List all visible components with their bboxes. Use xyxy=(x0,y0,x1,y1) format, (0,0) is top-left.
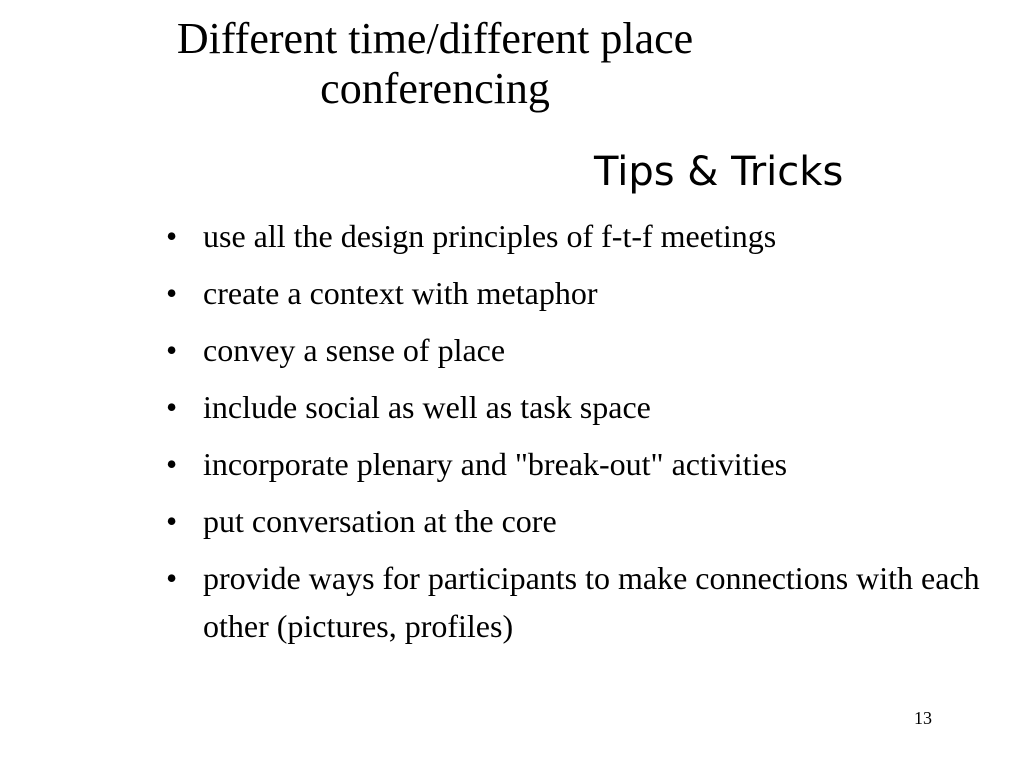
slide-title xyxy=(110,14,760,114)
bullet-dot-icon: • xyxy=(166,560,178,596)
bullet-dot-icon: • xyxy=(166,218,178,254)
bullet-dot-icon: • xyxy=(166,389,178,425)
bullet-item xyxy=(164,326,1014,374)
bullet-dot-icon: • xyxy=(166,275,178,311)
bullet-text: provide ways for participants to make connections with each other (pictures, profiles) xyxy=(203,560,980,644)
slide-subtitle: Tips & Tricks xyxy=(594,149,844,195)
bullet-item xyxy=(164,497,1014,545)
bullet-item xyxy=(164,383,1014,431)
bullet-text: use all the design principles of f-t-f meetings xyxy=(203,218,777,254)
bullet-item xyxy=(164,269,1014,317)
bullet-dot-icon: • xyxy=(166,446,178,482)
bullet-item xyxy=(164,212,1014,260)
bullet-text: create a context with metaphor xyxy=(203,275,598,311)
bullet-list xyxy=(164,212,1014,659)
bullet-text: incorporate plenary and "break-out" activities xyxy=(203,446,788,482)
bullet-text: put conversation at the core xyxy=(203,503,557,539)
slide-title-line: Different time/different place xyxy=(176,14,694,63)
bullet-item xyxy=(164,554,1014,650)
bullet-item xyxy=(164,440,1014,488)
bullet-dot-icon: • xyxy=(166,332,178,368)
bullet-dot-icon: • xyxy=(166,503,178,539)
bullet-text: include social as well as task space xyxy=(203,389,651,425)
slide-title-line: conferencing xyxy=(320,64,550,113)
bullet-text: convey a sense of place xyxy=(203,332,506,368)
page-number: 13 xyxy=(914,708,932,728)
